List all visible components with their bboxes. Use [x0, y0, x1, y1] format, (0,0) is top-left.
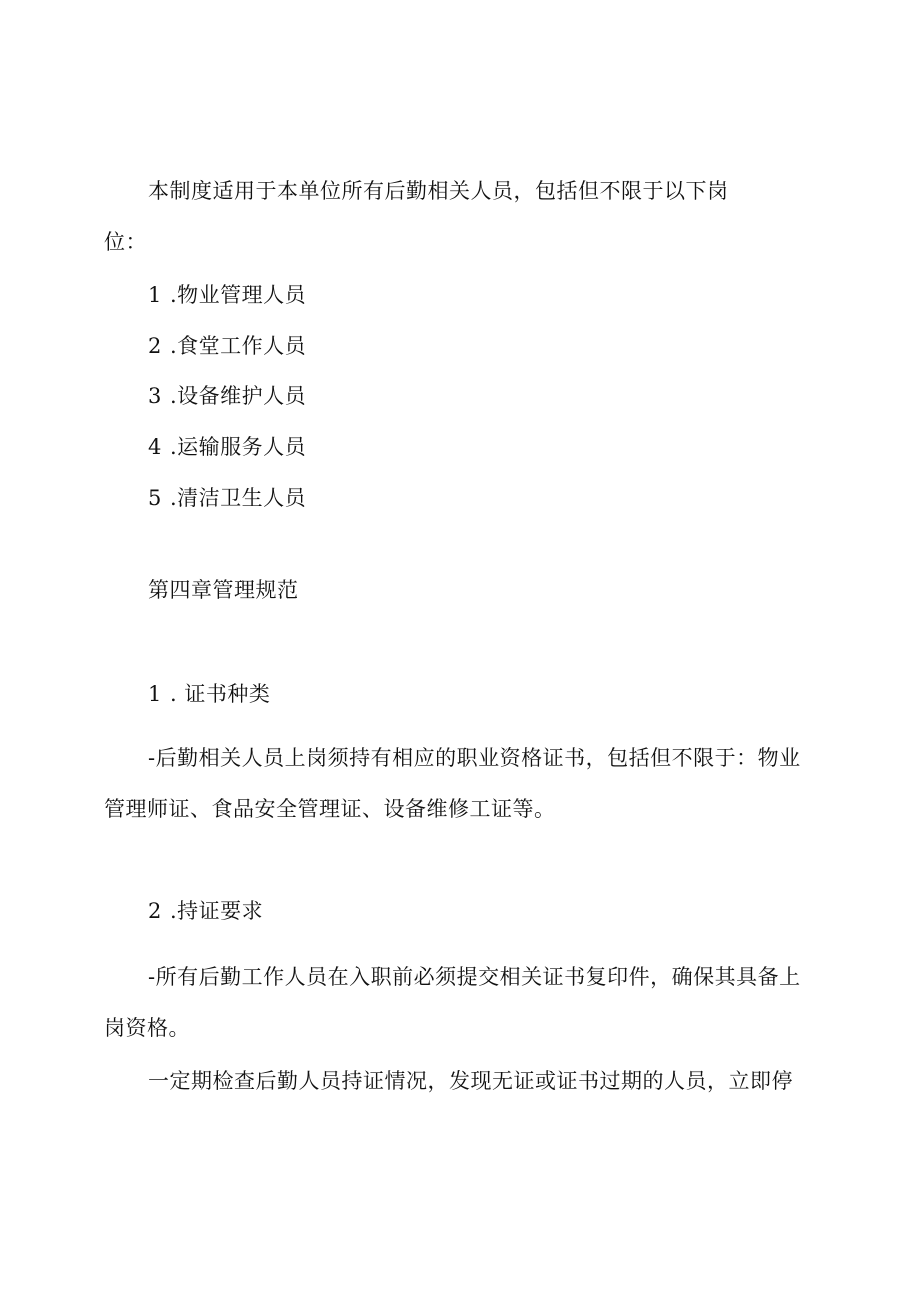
section1-paragraph-line-2: 管理师证、食品安全管理证、设备维修工证等。 — [104, 797, 556, 821]
section1-paragraph-line-1: -后勤相关人员上岗须持有相应的职业资格证书，包括但不限于：物业 — [148, 746, 801, 770]
list-item — [148, 281, 306, 309]
list-item-number: 1 — [148, 283, 162, 307]
intro-paragraph-line-2: 位： — [104, 230, 147, 254]
list-item — [148, 433, 306, 461]
list-item-number: 3 — [148, 384, 162, 408]
list-item-text: .物业管理人员 — [170, 283, 307, 307]
list-item — [148, 484, 306, 512]
section2-paragraph2-line-1: 一定期检查后勤人员持证情况，发现无证或证书过期的人员，立即停 — [148, 1069, 793, 1093]
list-item-number: 2 — [148, 334, 162, 358]
list-item-text: .食堂工作人员 — [170, 334, 307, 358]
list-item — [148, 332, 306, 360]
list-item-text: .清洁卫生人员 — [170, 486, 307, 510]
intro-paragraph-line-1: 本制度适用于本单位所有后勤相关人员，包括但不限于以下岗 — [148, 179, 729, 203]
section-number: 2 — [148, 899, 162, 923]
section-heading-2 — [148, 897, 263, 925]
section2-paragraph1-line-1: -所有后勤工作人员在入职前必须提交相关证书复印件，确保其具备上 — [148, 965, 801, 989]
list-item-text: .设备维护人员 — [170, 384, 307, 408]
list-item-text: .运输服务人员 — [170, 435, 307, 459]
section2-paragraph1-line-2: 岗资格。 — [104, 1016, 190, 1040]
list-item-number: 4 — [148, 435, 162, 459]
section-title: .持证要求 — [170, 899, 264, 923]
chapter-title: 第四章管理规范 — [148, 578, 299, 602]
section-title: . 证书种类 — [170, 682, 271, 706]
list-item-number: 5 — [148, 486, 162, 510]
section-number: 1 — [148, 682, 162, 706]
section-heading-1 — [148, 680, 270, 708]
list-item — [148, 382, 306, 410]
